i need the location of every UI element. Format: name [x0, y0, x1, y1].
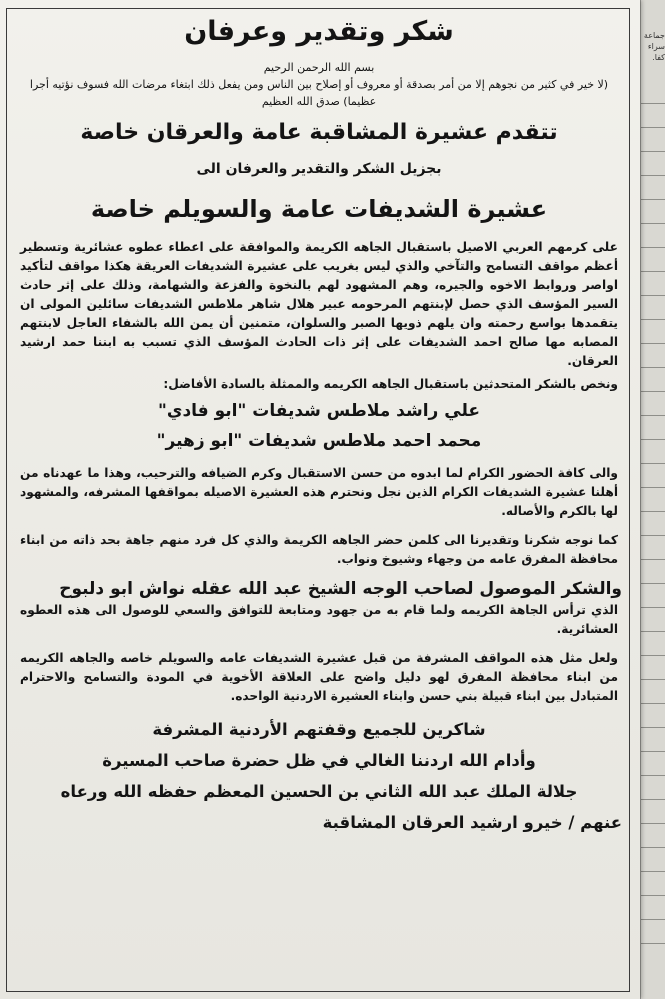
closing-line-3: جلالة الملك عبد الله الثاني بن الحسين المعظم حفظه الله ورعاه	[60, 782, 578, 801]
paragraph-4: الذي ترأس الجاهة الكريمه ولما قام به من جهود ومتابعة للتوافق والسعي للوصول الى هذه العطوه العشائرية.	[20, 603, 618, 636]
adjacent-page-text: جماعة سراء كفا.	[643, 31, 665, 62]
heading-with: بجزيل الشكر والتقدير والعرفان الى	[196, 161, 442, 177]
heading-to: عشيرة الشديفات عامة والسويلم خاصة	[90, 195, 548, 223]
adjacent-page-table-lines	[641, 80, 665, 960]
closing-line-2: وأدام الله اردننا الغالي في ظل حضرة صاحب المسيرة	[102, 751, 536, 770]
paragraph-5: ولعل مثل هذه المواقف المشرفة من قبل عشيرة الشديفات عامه والسويلم خاصه والجاهه الكريمه من ابناء محافظة المفرق لهو دليل واضح على العلاقة الأخوية في المودة والتسامح والاحترام المتبادل بين ابناء قبيلة بني حسن وابناء العشيرة الاردنية الواحده.	[20, 651, 618, 703]
heading-sheikh: والشكر الموصول لصاحب الوجه الشيخ عبد الله عقله نواش ابو دلبوح	[59, 579, 622, 599]
bismillah: بسم الله الرحمن الرحيم	[263, 61, 375, 74]
quran-verse: (لا خير في كثير من نجوهم إلا من أمر بصدقة أو معروف أو إصلاح بين الناس ومن يفعل ذلك ابتغاء مرضات الله فسوف نؤتيه أجرا عظيما) صدق الله العظيم	[29, 78, 609, 108]
signature-line: عنهم / خيرو ارشيد العرقان المشاقبة	[322, 813, 622, 832]
page-title: شكر وتقدير وعرفان	[184, 16, 454, 47]
speaker-name-1: علي راشد ملاطس شديفات "ابو فادي"	[158, 401, 480, 421]
paragraph-2: والى كافة الحضور الكرام لما ابدوه من حسن الاستقبال وكرم الضيافه والترحيب، وهذا ما عهدناه من أهلنا عشيرة الشديفات الكرام الذين نجل ونحترم هذه العشيرة الاصيله بمواقفها المشرفه، والمشهود لها بالكرم والأصاله.	[20, 466, 618, 518]
heading-from: تتقدم عشيرة المشاقبة عامة والعرقان خاصة	[80, 120, 558, 145]
closing-line-1: شاكرين للجميع وقفتهم الأردنية المشرفة	[152, 720, 486, 739]
announcement-body	[16, 12, 622, 838]
adjacent-page-edge	[640, 0, 665, 999]
paragraph-3: كما نوجه شكرنا وتقديرنا الى كلمن حضر الجاهه الكريمة والذي كل فرد منهم جاهة بحد ذاته من ابناء محافظة المفرق عامه من وجهاء وشيوخ ونواب.	[20, 533, 618, 566]
paragraph-1: على كرمهم العربي الاصيل باستقبال الجاهه الكريمة والموافقة على اعطاء عطوه عشائرية وتسطير أعظم مواقف التسامح والتآخي والذي ليس بغريب على عشيرة الشديفات العريقة هكذا مواقف لتأكيد اواصر وروابط الاخوه والجيره، وهم المشهود لهم بالنخوة والفزعة والشهامة، وذلك على إثر حادث السير المؤسف الذي حصل لإبنتهم المرحومه عبير هلال شاهر ملاطس الشديفات سائلين المولى ان يتقمدها بواسع رحمته وان يلهم ذويها الصبر والسلوان، متمنين أن يمن الله بالشفاء العاجل لابنتهم المصابه مها صالح احمد الشديفات على إثر ذات الحادث المؤسف الذي تسبب به ابننا حمد ارشيد العرقان.	[20, 240, 618, 368]
speaker-name-2: محمد احمد ملاطس شديفات "ابو زهير"	[156, 431, 482, 451]
speakers-intro: ونخص بالشكر المتحدثين باستقبال الجاهه الكريمه والممثلة بالسادة الأفاضل:	[163, 377, 618, 391]
